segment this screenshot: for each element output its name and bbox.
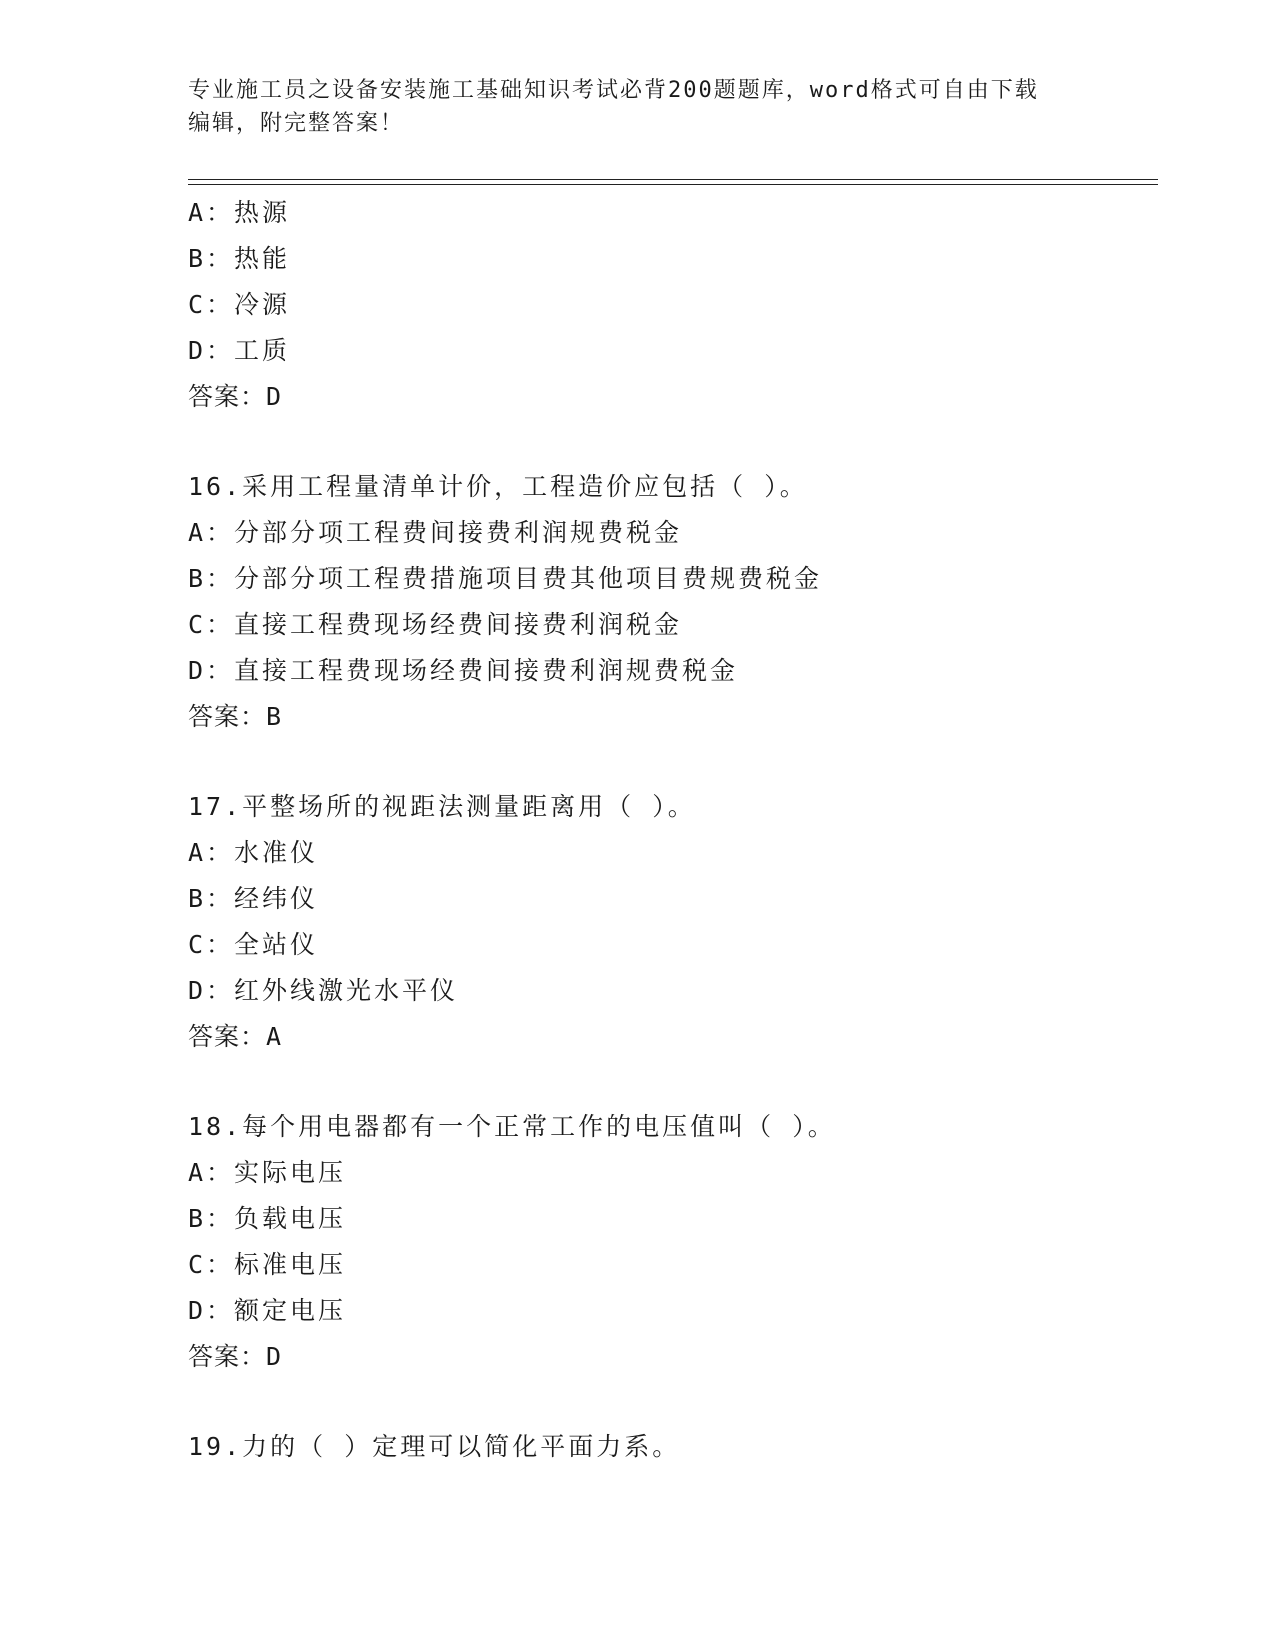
question-text: 19.力的（ ）定理可以简化平面力系。 (188, 1432, 681, 1461)
option-d: D：直接工程费现场经费间接费利润规费税金 (188, 656, 739, 685)
option-b: B：热能 (188, 244, 291, 273)
question-text: 16.采用工程量清单计价，工程造价应包括（ ）。 (188, 472, 808, 501)
header-line-2: 编辑，附完整答案！ (188, 111, 405, 136)
option-c: C：标准电压 (188, 1250, 347, 1279)
option-a: A：实际电压 (188, 1158, 347, 1187)
option-c: C：全站仪 (188, 930, 319, 959)
answer: 答案：D (188, 1342, 283, 1371)
option-a: A：水准仪 (188, 838, 319, 867)
answer: 答案：A (188, 1022, 283, 1051)
header-rule-top (188, 179, 1158, 180)
option-a: A：热源 (188, 198, 291, 227)
option-c: C：冷源 (188, 290, 291, 319)
header-rule-bottom (188, 184, 1158, 185)
option-c: C：直接工程费现场经费间接费利润税金 (188, 610, 683, 639)
option-d: D：工质 (188, 336, 291, 365)
question-18 (188, 1104, 1158, 1380)
option-d: D：额定电压 (188, 1296, 347, 1325)
question-16 (188, 464, 1158, 740)
option-d: D：红外线激光水平仪 (188, 976, 459, 1005)
option-b: B：经纬仪 (188, 884, 319, 913)
question-text: 17.平整场所的视距法测量距离用（ ）。 (188, 792, 696, 821)
question-15 (188, 190, 1158, 420)
option-b: B：负载电压 (188, 1204, 347, 1233)
answer: 答案：D (188, 382, 283, 411)
option-b: B：分部分项工程费措施项目费其他项目费规费税金 (188, 564, 823, 593)
answer: 答案：B (188, 702, 283, 731)
option-a: A：分部分项工程费间接费利润规费税金 (188, 518, 683, 547)
question-19 (188, 1424, 1158, 1470)
question-17 (188, 784, 1158, 1060)
header-line-1: 专业施工员之设备安装施工基础知识考试必背200题题库，word格式可自由下载 (188, 78, 1039, 103)
question-list (188, 190, 1158, 1470)
question-text: 18.每个用电器都有一个正常工作的电压值叫（ ）。 (188, 1112, 836, 1141)
document-header (188, 74, 1088, 140)
